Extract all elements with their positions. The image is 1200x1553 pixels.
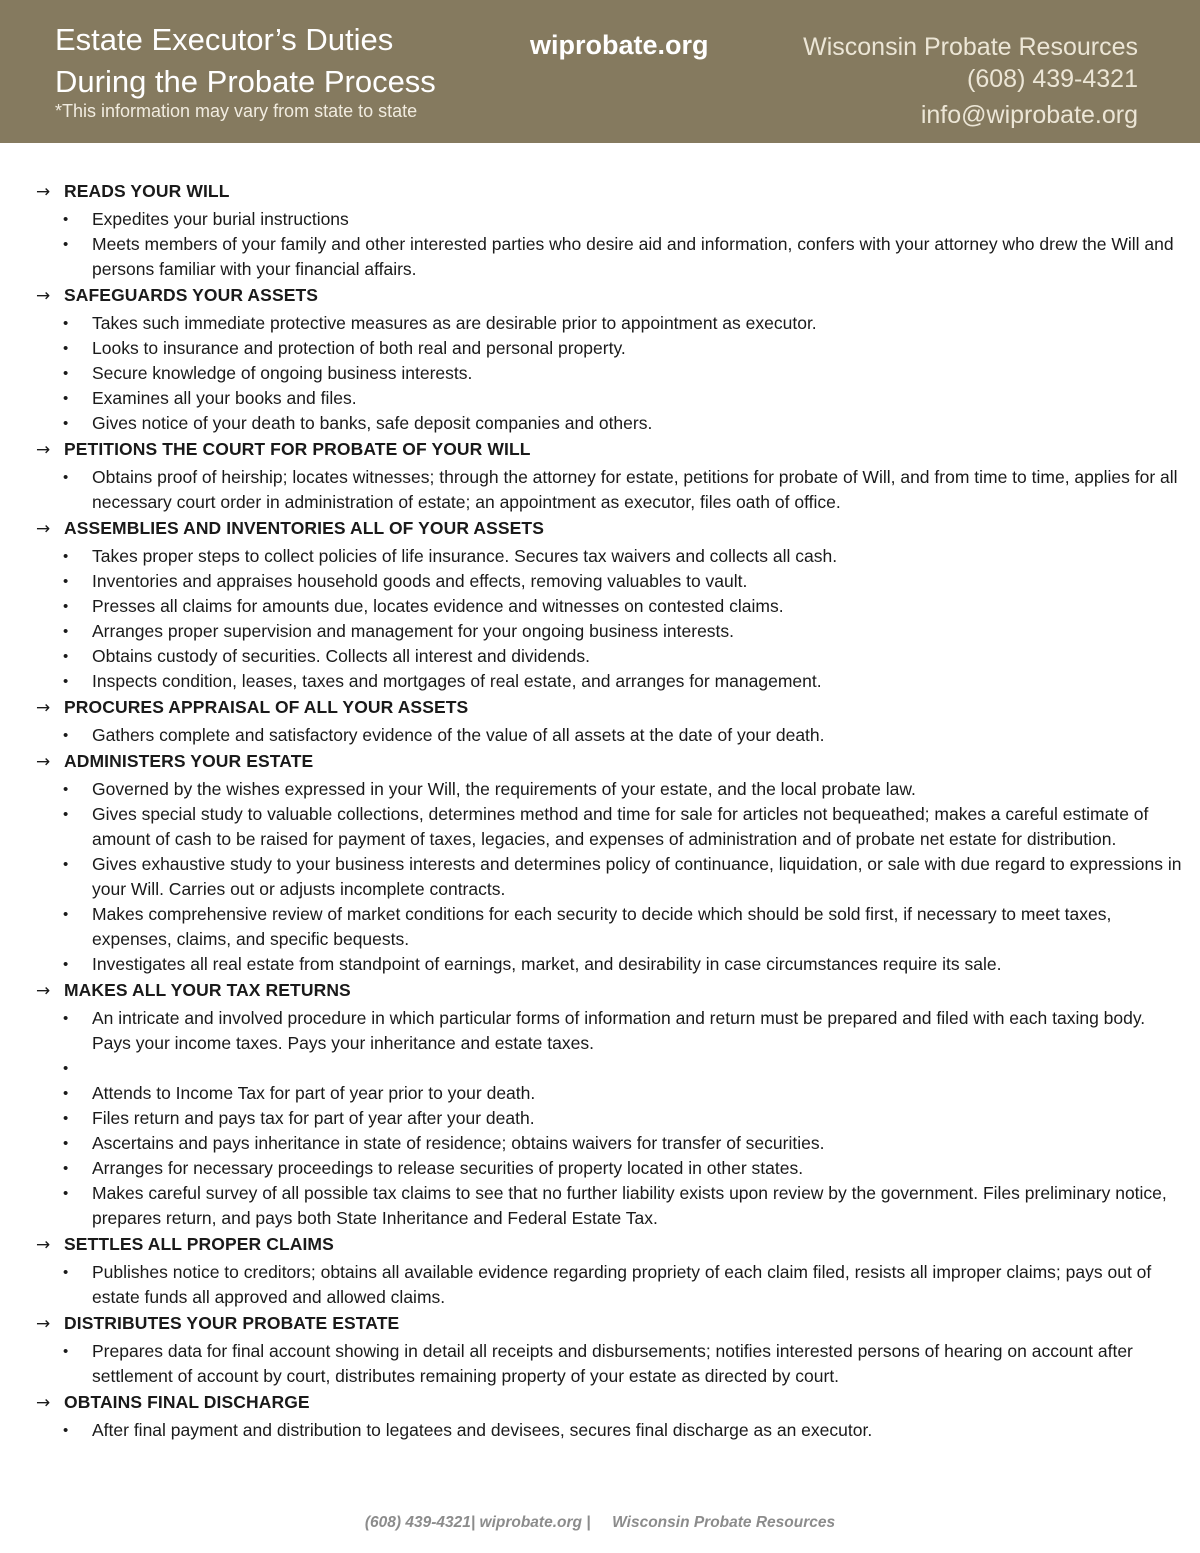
arrow-right-icon: → <box>36 519 51 539</box>
item-text: Attends to Income Tax for part of year prior to your death. <box>92 1083 536 1103</box>
item-text: Secure knowledge of ongoing business interests. <box>92 363 473 383</box>
section-title: ASSEMBLIES AND INVENTORIES ALL OF YOUR ASSETS <box>64 518 544 538</box>
arrow-right-icon: → <box>36 752 51 772</box>
arrow-right-icon: → <box>36 182 51 202</box>
item-text: Ascertains and pays inheritance in state of residence; obtains waivers for transfer of securities. <box>92 1133 825 1153</box>
bullet-icon: • <box>63 956 69 973</box>
duty-section <box>36 751 1186 977</box>
item-text: Examines all your books and files. <box>92 388 357 408</box>
list-item <box>36 1056 1186 1081</box>
bullet-icon: • <box>63 1060 69 1077</box>
duty-section <box>36 518 1186 694</box>
list-item <box>36 852 1186 902</box>
page-title <box>55 19 436 103</box>
item-text: Investigates all real estate from standpoint of earnings, market, and desirability in case circumstances require its sale. <box>92 954 1002 974</box>
arrow-right-icon: → <box>36 981 51 1001</box>
bullet-icon: • <box>63 806 69 823</box>
bullet-icon: • <box>63 1085 69 1102</box>
bullet-icon: • <box>63 1422 69 1439</box>
section-heading <box>36 697 1186 723</box>
section-items <box>36 544 1186 694</box>
section-title: OBTAINS FINAL DISCHARGE <box>64 1392 310 1412</box>
arrow-right-icon: → <box>36 1235 51 1255</box>
list-item <box>36 1260 1186 1310</box>
title-line-1: Estate Executor’s Duties <box>55 22 394 57</box>
duty-section <box>36 1392 1186 1443</box>
section-title: READS YOUR WILL <box>64 181 230 201</box>
section-title: SETTLES ALL PROPER CLAIMS <box>64 1234 334 1254</box>
section-heading <box>36 285 1186 311</box>
section-items <box>36 723 1186 748</box>
section-items <box>36 777 1186 977</box>
section-items <box>36 1418 1186 1443</box>
item-text: Inventories and appraises household goods and effects, removing valuables to vault. <box>92 571 748 591</box>
list-item <box>36 311 1186 336</box>
duty-section <box>36 1234 1186 1310</box>
list-item <box>36 336 1186 361</box>
duty-section <box>36 980 1186 1231</box>
bullet-icon: • <box>63 906 69 923</box>
bullet-icon: • <box>63 469 69 486</box>
arrow-right-icon: → <box>36 440 51 460</box>
list-item <box>36 232 1186 282</box>
item-text: Publishes notice to creditors; obtains all available evidence regarding propriety of each claim filed, resists all improper claims; pays out of estate funds all approved and allowed claims. <box>92 1262 1152 1307</box>
list-item <box>36 1006 1186 1056</box>
item-text: Presses all claims for amounts due, locates evidence and witnesses on contested claims. <box>92 596 784 616</box>
bullet-icon: • <box>63 1264 69 1281</box>
bullet-icon: • <box>63 1010 69 1027</box>
bullet-icon: • <box>63 1343 69 1360</box>
arrow-right-icon: → <box>36 1314 51 1334</box>
item-text: Inspects condition, leases, taxes and mortgages of real estate, and arranges for management. <box>92 671 822 691</box>
section-items <box>36 1260 1186 1310</box>
list-item <box>36 669 1186 694</box>
section-title: ADMINISTERS YOUR ESTATE <box>64 751 314 771</box>
bullet-icon: • <box>63 623 69 640</box>
disclaimer-note: *This information may vary from state to state <box>55 101 418 121</box>
footer: (608) 439-4321| wiprobate.org | Wisconsin Probate Resources <box>364 1514 836 1531</box>
list-item <box>36 1339 1186 1389</box>
bullet-icon: • <box>63 673 69 690</box>
bullet-icon: • <box>63 598 69 615</box>
header-banner <box>0 0 1200 143</box>
item-text: Obtains proof of heirship; locates witnesses; through the attorney for estate, petitions for probate of Will, and from time to time, applies for all necessary court order in administration of estate; an appointment as executor, files oath of office. <box>92 467 1178 512</box>
item-text: Arranges for necessary proceedings to release securities of property located in other states. <box>92 1158 804 1178</box>
section-heading <box>36 980 1186 1006</box>
list-item <box>36 952 1186 977</box>
arrow-right-icon: → <box>36 1393 51 1413</box>
section-heading <box>36 518 1186 544</box>
list-item <box>36 902 1186 952</box>
section-heading <box>36 181 1186 207</box>
site-link[interactable]: wiprobate.org <box>530 30 709 60</box>
list-item <box>36 619 1186 644</box>
list-item <box>36 1156 1186 1181</box>
bullet-icon: • <box>63 1160 69 1177</box>
list-item <box>36 802 1186 852</box>
section-title: MAKES ALL YOUR TAX RETURNS <box>64 980 351 1000</box>
item-text: Gives exhaustive study to your business interests and determines policy of continuance, liquidation, or sale with due regard to expressions in your Will. Carries out or adjusts incomplete contracts. <box>92 854 1182 899</box>
phone-number[interactable]: (608) 439-4321 <box>967 65 1138 93</box>
arrow-right-icon: → <box>36 698 51 718</box>
list-item <box>36 777 1186 802</box>
section-items <box>36 1339 1186 1389</box>
section-heading <box>36 1392 1186 1418</box>
list-item <box>36 723 1186 748</box>
bullet-icon: • <box>63 548 69 565</box>
list-item <box>36 569 1186 594</box>
item-text: Makes comprehensive review of market conditions for each security to decide which should be sold first, if necessary to meet taxes, expenses, claims, and specific bequests. <box>92 904 1112 949</box>
item-text: Meets members of your family and other interested parties who desire aid and information, confers with your attorney who drew the Will and persons familiar with your financial affairs. <box>92 234 1174 279</box>
bullet-icon: • <box>63 781 69 798</box>
section-items <box>36 207 1186 282</box>
list-item <box>36 386 1186 411</box>
bullet-icon: • <box>63 727 69 744</box>
list-item <box>36 1418 1186 1443</box>
section-items <box>36 311 1186 436</box>
section-title: SAFEGUARDS YOUR ASSETS <box>64 285 319 305</box>
duty-section <box>36 697 1186 748</box>
section-title: DISTRIBUTES YOUR PROBATE ESTATE <box>64 1313 400 1333</box>
bullet-icon: • <box>63 340 69 357</box>
section-items <box>36 1006 1186 1231</box>
list-item <box>36 411 1186 436</box>
org-name: Wisconsin Probate Resources <box>803 33 1138 61</box>
item-text: Expedites your burial instructions <box>92 209 349 229</box>
item-text: Gives special study to valuable collections, determines method and time for sale for articles not bequeathed; makes a careful estimate of amount of cash to be raised for payment of taxes, legacies, and expenses of administration and of probate net estate for distribution. <box>92 804 1149 849</box>
list-item <box>36 544 1186 569</box>
email-link[interactable]: info@wiprobate.org <box>920 101 1138 129</box>
bullet-icon: • <box>63 1135 69 1152</box>
section-heading <box>36 1313 1186 1339</box>
section-title: PETITIONS THE COURT FOR PROBATE OF YOUR WILL <box>64 439 531 459</box>
bullet-icon: • <box>63 573 69 590</box>
item-text: Arranges proper supervision and management for your ongoing business interests. <box>92 621 735 641</box>
duty-section <box>36 285 1186 436</box>
list-item <box>36 1106 1186 1131</box>
item-text: Files return and pays tax for part of year after your death. <box>92 1108 535 1128</box>
item-text: Makes careful survey of all possible tax claims to see that no further liability exists upon review by the government. Files preliminary notice, prepares return, and pays both State Inheritance and Federal Estate Tax. <box>92 1183 1167 1228</box>
bullet-icon: • <box>63 648 69 665</box>
list-item <box>36 207 1186 232</box>
item-text: Governed by the wishes expressed in your Will, the requirements of your estate, and the local probate law. <box>92 779 916 799</box>
section-heading <box>36 751 1186 777</box>
bullet-icon: • <box>63 856 69 873</box>
duty-section <box>36 181 1186 282</box>
bullet-icon: • <box>63 365 69 382</box>
title-line-2: During the Probate Process <box>55 64 436 99</box>
item-text: Takes such immediate protective measures as are desirable prior to appointment as executor. <box>92 313 817 333</box>
list-item <box>36 644 1186 669</box>
item-text: Obtains custody of securities. Collects all interest and dividends. <box>92 646 591 666</box>
bullet-icon: • <box>63 415 69 432</box>
bullet-icon: • <box>63 236 69 253</box>
section-items <box>36 465 1186 515</box>
arrow-right-icon: → <box>36 286 51 306</box>
item-text: Gives notice of your death to banks, safe deposit companies and others. <box>92 413 653 433</box>
duty-section <box>36 1313 1186 1389</box>
list-item <box>36 1181 1186 1231</box>
contact-info <box>803 31 1138 131</box>
item-text: Takes proper steps to collect policies of life insurance. Secures tax waivers and collects all cash. <box>92 546 838 566</box>
bullet-icon: • <box>63 1110 69 1127</box>
item-text: After final payment and distribution to legatees and devisees, secures final discharge as an executor. <box>92 1420 873 1440</box>
section-title: PROCURES APPRAISAL OF ALL YOUR ASSETS <box>64 697 469 717</box>
list-item <box>36 361 1186 386</box>
list-item <box>36 465 1186 515</box>
list-item <box>36 594 1186 619</box>
section-heading <box>36 1234 1186 1260</box>
bullet-icon: • <box>63 390 69 407</box>
bullet-icon: • <box>63 1185 69 1202</box>
item-text: An intricate and involved procedure in which particular forms of information and return must be prepared and filed with each taxing body. Pays your income taxes. Pays your inheritance and estate taxes. <box>92 1008 1146 1053</box>
list-item <box>36 1081 1186 1106</box>
item-text: Prepares data for final account showing in detail all receipts and disbursements; notifies interested persons of hearing on account after settlement of account by court, distributes remaining property of your estate as directed by court. <box>92 1341 1133 1386</box>
duties-list <box>36 181 1186 1446</box>
section-heading <box>36 439 1186 465</box>
bullet-icon: • <box>63 211 69 228</box>
duty-section <box>36 439 1186 515</box>
item-text: Looks to insurance and protection of both real and personal property. <box>92 338 626 358</box>
item-text: Gathers complete and satisfactory evidence of the value of all assets at the date of your death. <box>92 725 825 745</box>
bullet-icon: • <box>63 315 69 332</box>
list-item <box>36 1131 1186 1156</box>
